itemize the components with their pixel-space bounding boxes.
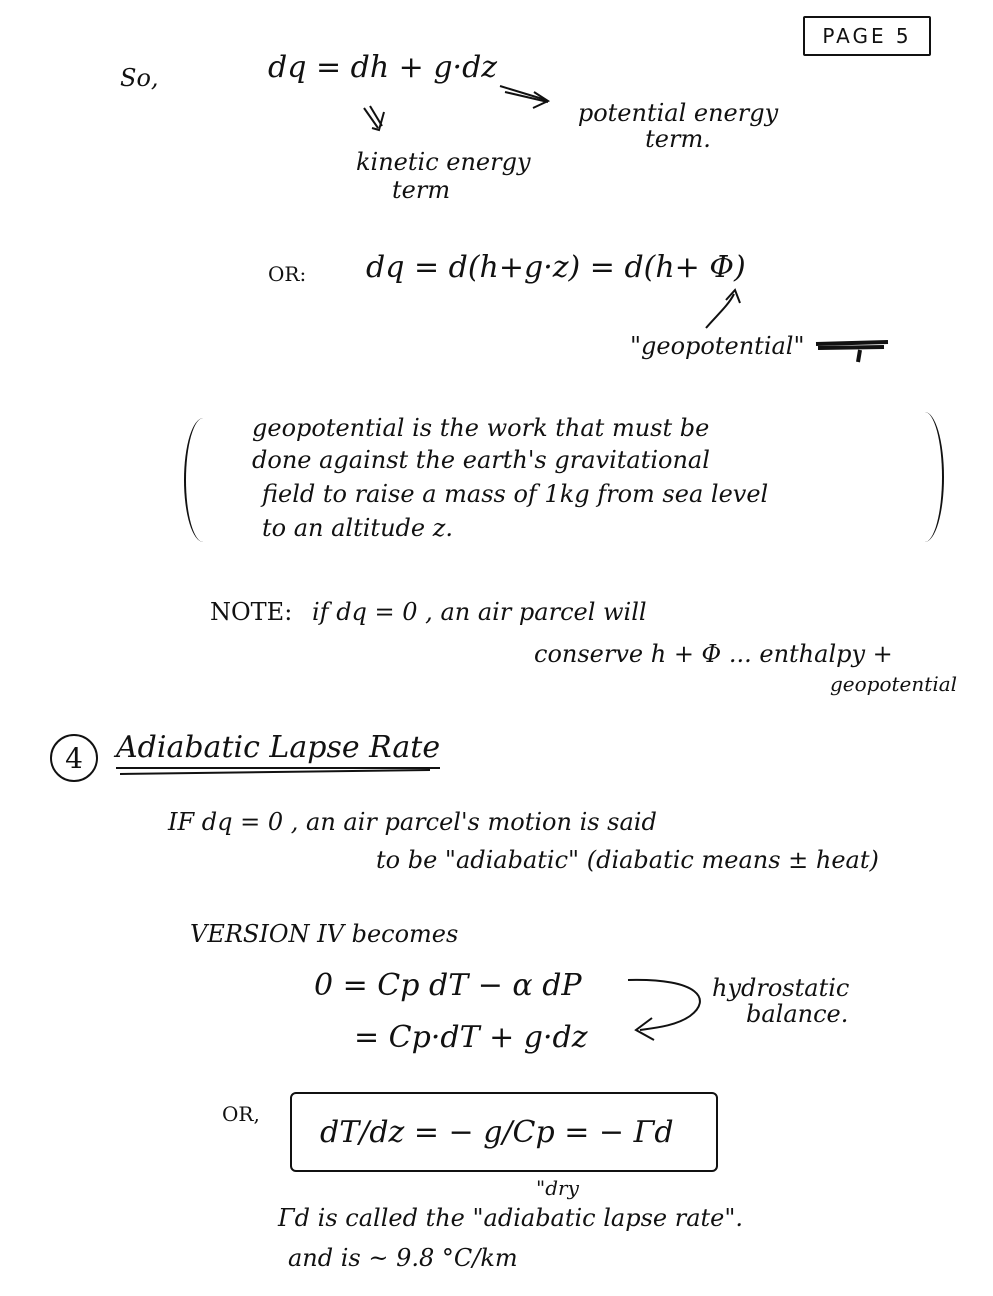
balance-label: balance.	[746, 1000, 849, 1028]
section-title: Adiabatic Lapse Rate	[116, 730, 440, 769]
title-underline	[120, 770, 430, 774]
conclusion-line-2: and is ~ 9.8 °C/km	[288, 1244, 518, 1272]
or-label-2: OR,	[222, 1102, 260, 1126]
geopotential-label: "geopotential"	[630, 332, 805, 360]
scribble-icon	[816, 342, 888, 362]
if-line-2: to be "adiabatic" (diabatic means ± heat)	[376, 846, 879, 874]
so-label: So,	[120, 64, 159, 92]
version-line: VERSION IV becomes	[190, 920, 459, 948]
definition-line-2: done against the earth's gravitational	[252, 446, 710, 474]
geopotential-arrow-icon	[706, 290, 740, 328]
boxed-equation-text: dT/dz = − g/Cp = − Γd	[320, 1114, 674, 1150]
note-text-2: conserve h + Φ ... enthalpy +	[534, 640, 893, 668]
eq-line-1: 0 = Cp dT − α dP	[314, 968, 582, 1003]
kinetic-energy-label: kinetic energy	[356, 148, 531, 176]
potential-arrow-icon	[500, 86, 548, 108]
section-number: 4	[50, 734, 98, 782]
equation-1: dq = dh + g·dz	[268, 50, 498, 85]
or-label-1: OR:	[268, 262, 307, 286]
definition-line-3: field to raise a mass of 1kg from sea level	[262, 480, 769, 508]
if-line-1: IF dq = 0 , an air parcel's motion is said	[168, 808, 657, 836]
hydrostatic-arrow-icon	[628, 980, 700, 1040]
hydrostatic-label: hydrostatic	[712, 974, 850, 1002]
eq-line-2: = Cp·dT + g·dz	[354, 1020, 588, 1055]
kinetic-arrow-icon	[364, 106, 384, 130]
kinetic-term-label: term	[392, 176, 451, 204]
note-text-1: if dq = 0 , an air parcel will	[312, 598, 647, 626]
potential-energy-label: potential energy term.	[577, 99, 779, 153]
equation-2: dq = d(h+g·z) = d(h+ Φ)	[366, 250, 746, 285]
dry-label: "dry	[536, 1176, 579, 1200]
page-label: PAGE 5	[803, 16, 931, 56]
note-text-3: geopotential	[830, 672, 958, 696]
conclusion-line-1: Γd is called the "adiabatic lapse rate".	[278, 1204, 744, 1232]
note-label: NOTE:	[210, 598, 293, 626]
definition-line-1: geopotential is the work that must be	[252, 414, 710, 442]
definition-line-4: to an altitude z.	[262, 514, 453, 542]
